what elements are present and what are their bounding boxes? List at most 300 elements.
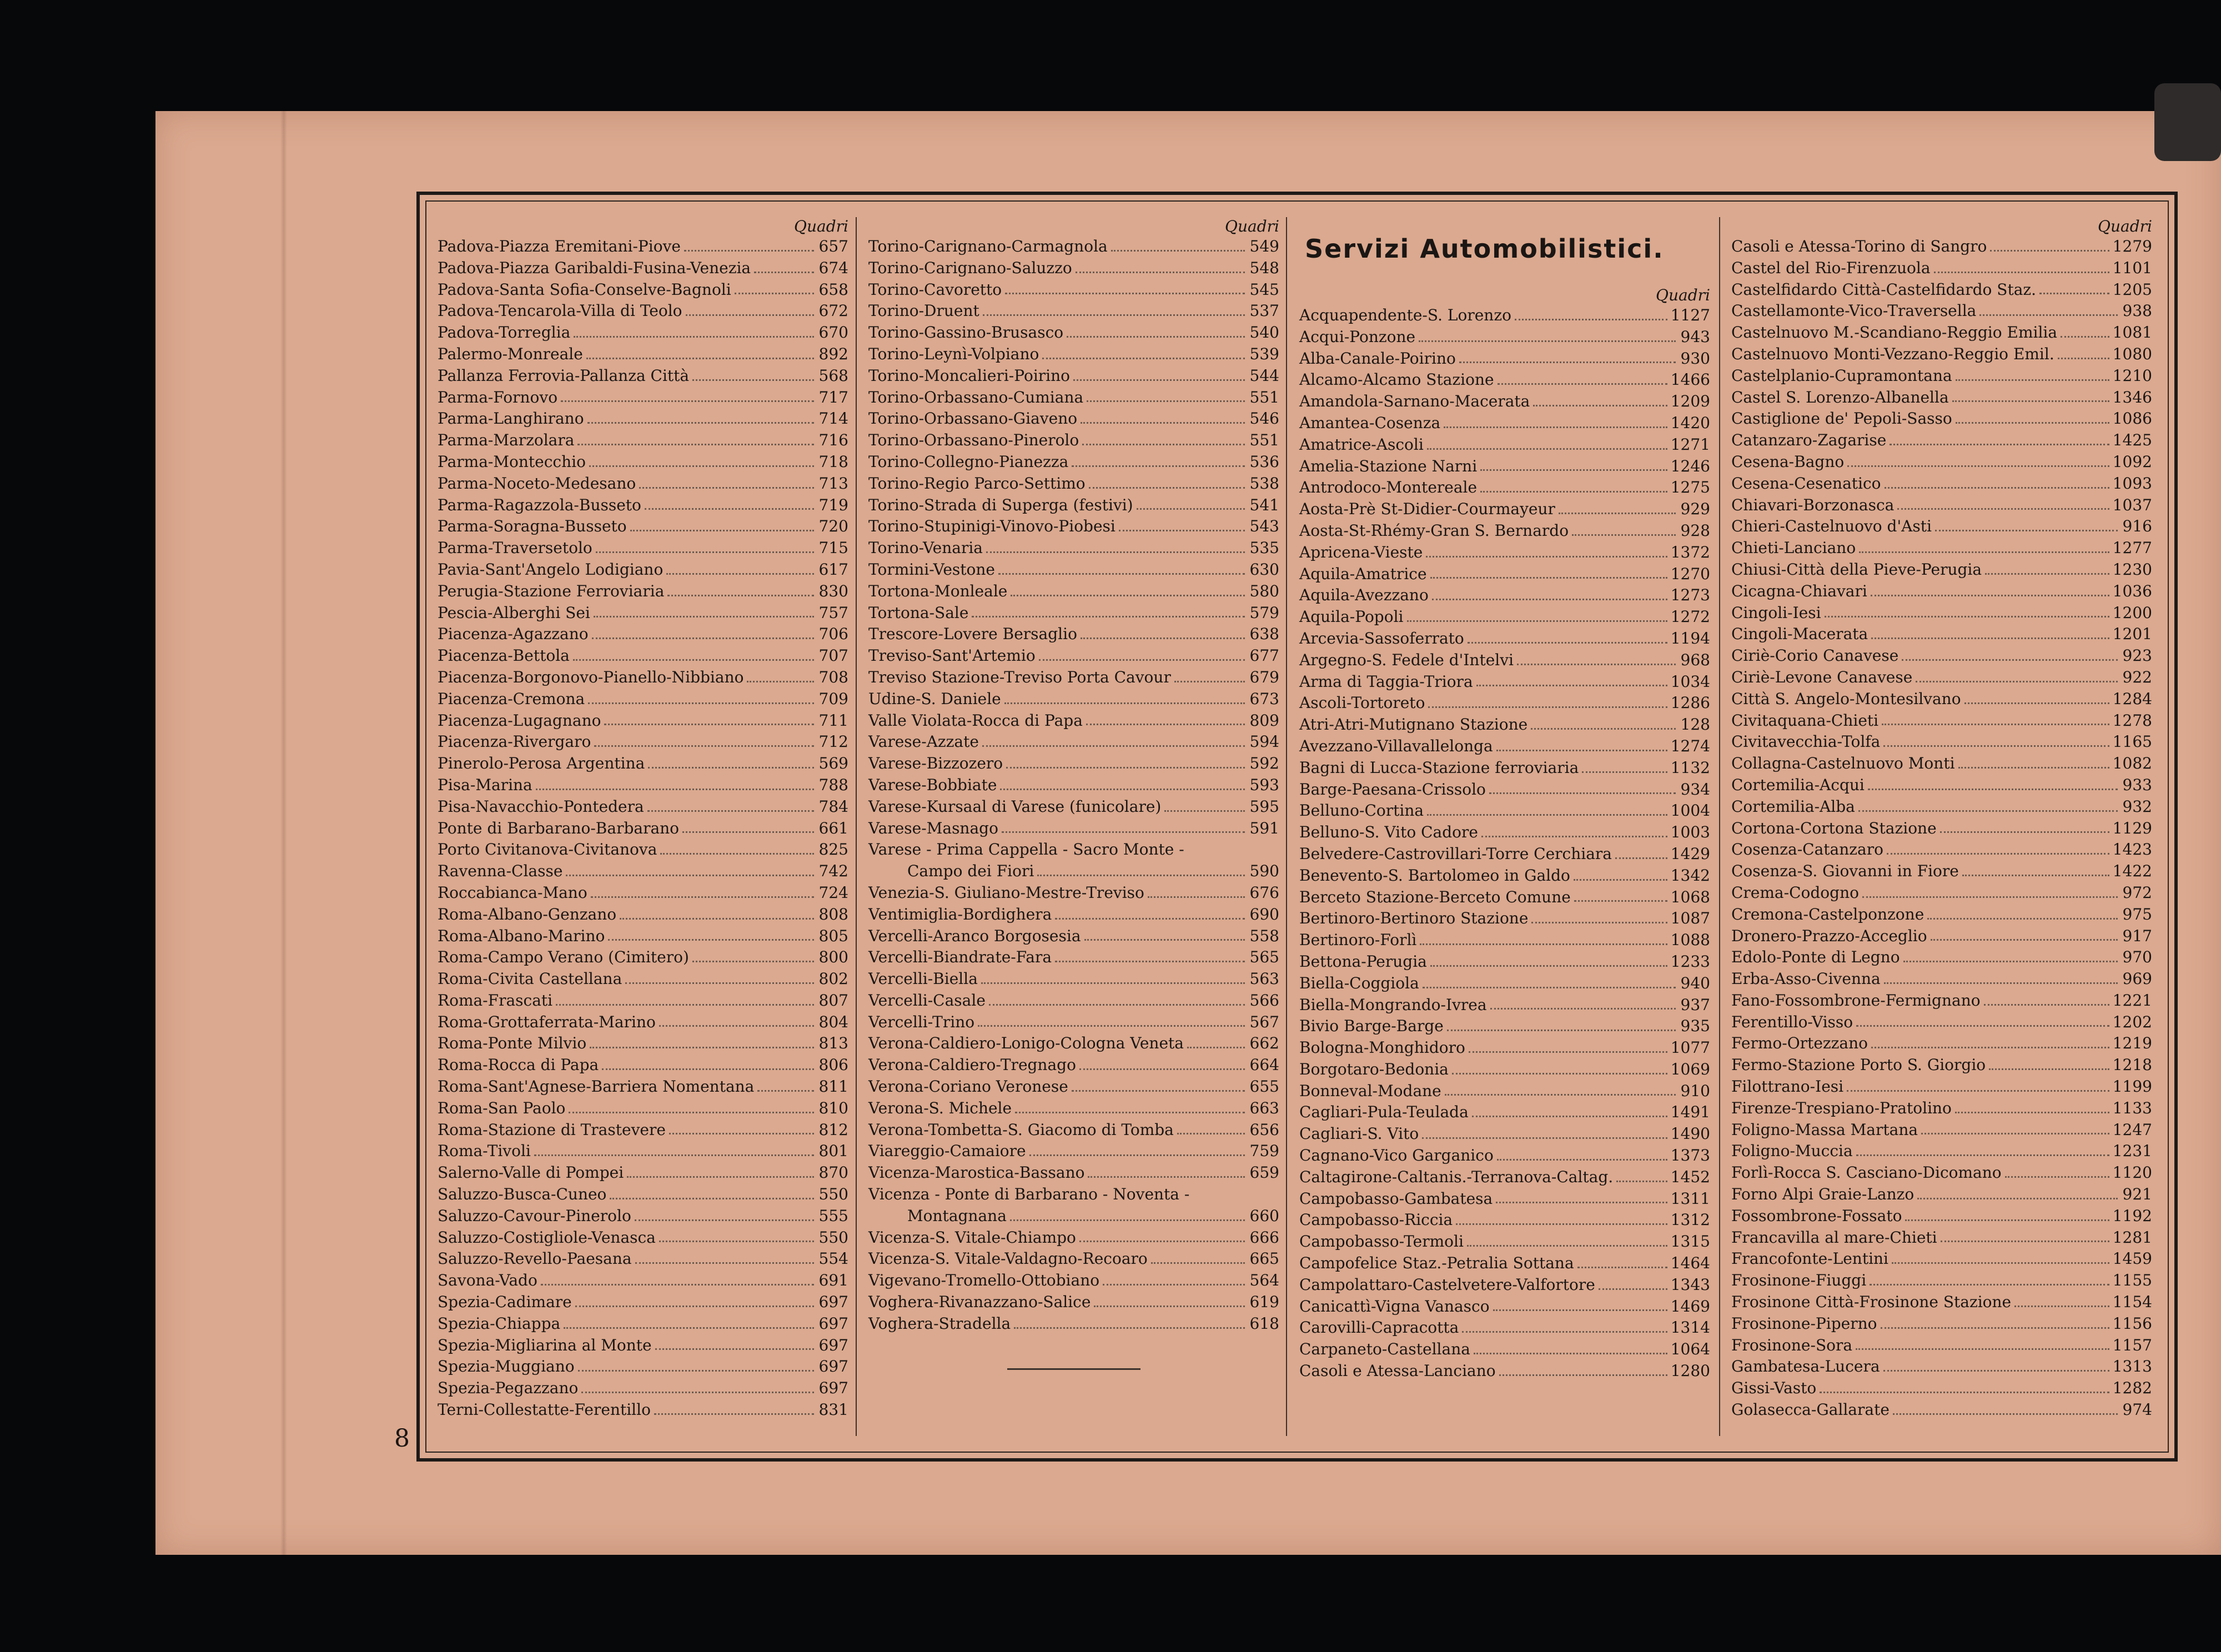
list-item: [1299, 1209, 1710, 1231]
entry-name: Voghera-Stradella: [868, 1314, 1011, 1333]
entry-name: Ponte di Barbarano-Barbarano: [438, 819, 680, 837]
entry-name: Ventimiglia-Bordighera: [868, 905, 1052, 923]
entry-number: 757: [818, 603, 848, 622]
entry-number: 1034: [1670, 672, 1710, 691]
leader-dots: [659, 1241, 814, 1242]
entry-number: 712: [818, 732, 848, 751]
entry-number: 664: [1249, 1056, 1279, 1074]
list-item: [1299, 650, 1710, 671]
list-item: [1731, 689, 2152, 710]
leader-dots: [1856, 1154, 2109, 1156]
leader-dots: [1847, 1090, 2109, 1092]
leader-dots: [1444, 426, 1667, 428]
entry-number: 1311: [1670, 1189, 1710, 1208]
entry-number: 1279: [2112, 237, 2152, 255]
list-item: [438, 1378, 848, 1399]
entry-name: Firenze-Trespiano-Pratolino: [1731, 1098, 1952, 1117]
entry-name: Forlì-Rocca S. Casciano-Dicomano: [1731, 1163, 2002, 1182]
entry-number: 1315: [1670, 1232, 1710, 1251]
entry-name: Borgotaro-Bedonia: [1299, 1060, 1449, 1078]
entry-name: Biella-Mongrando-Ivrea: [1299, 995, 1487, 1014]
list-item: [1731, 1378, 2152, 1399]
entry-number: 718: [818, 452, 848, 471]
entry-number: 1133: [2112, 1098, 2152, 1117]
entry-number: 1425: [2112, 431, 2152, 450]
list-item: [438, 495, 848, 516]
list-item: [868, 1184, 1279, 1227]
leader-dots: [1931, 939, 2118, 941]
entry-number: 719: [818, 495, 848, 514]
leader-dots: [692, 961, 814, 962]
leader-dots: [1089, 487, 1245, 489]
entry-number: 1156: [2112, 1314, 2152, 1333]
list-item: [868, 731, 1279, 753]
list-item: [1299, 628, 1710, 650]
entry-name: Vercelli-Biella: [868, 970, 978, 988]
list-item: [1299, 1102, 1710, 1123]
entry-name: Castel S. Lorenzo-Albanella: [1731, 388, 1949, 406]
entry-number: 937: [1680, 995, 1710, 1014]
entry-number: 917: [2122, 926, 2152, 945]
entry-name: Dronero-Prazzo-Acceglio: [1731, 926, 1927, 945]
list-item: [1731, 344, 2152, 365]
leader-dots: [1984, 1004, 2109, 1006]
list-item: [1731, 1033, 2152, 1055]
list-item: [1731, 775, 2152, 796]
entry-number: 935: [1680, 1017, 1710, 1036]
leader-dots: [1871, 1047, 2109, 1048]
entry-number: 716: [818, 431, 848, 450]
entry-number: 656: [1249, 1120, 1279, 1139]
entry-name: Spezia-Cadimare: [438, 1293, 572, 1312]
leader-dots: [1533, 405, 1667, 406]
entry-number: 1221: [2112, 991, 2152, 1010]
entry-number: 717: [818, 388, 848, 406]
list-item: [868, 495, 1279, 516]
entry-name: Salerno-Valle di Pompei: [438, 1163, 624, 1182]
leader-dots: [647, 810, 814, 812]
list-item: [1731, 430, 2152, 451]
entry-number: 546: [1249, 409, 1279, 428]
entry-number: 1080: [2112, 344, 2152, 363]
leader-dots: [625, 982, 814, 984]
list-item: [438, 1184, 848, 1206]
list-item: [1299, 908, 1710, 930]
leader-dots: [1480, 491, 1667, 493]
list-item: [868, 473, 1279, 495]
entry-name: Piacenza-Borgonovo-Pianello-Nibbiano: [438, 667, 744, 686]
entry-name: Roma-San Paolo: [438, 1098, 566, 1117]
leader-dots: [2058, 358, 2109, 359]
entry-name: Belvedere-Castrovillari-Torre Cerchiara: [1299, 844, 1612, 863]
list-item: [868, 1119, 1279, 1141]
list-item: [1299, 930, 1710, 951]
leader-dots: [604, 724, 814, 725]
entry-number: 1284: [2112, 689, 2152, 708]
list-item: [438, 1012, 848, 1033]
entry-name: Bertinoro-Forlì: [1299, 931, 1417, 950]
leader-dots: [635, 1219, 814, 1221]
leader-dots: [1871, 595, 2109, 596]
leader-dots: [1430, 965, 1667, 967]
entry-number: 594: [1249, 732, 1279, 751]
list-item: [1299, 1167, 1710, 1188]
list-item: [1299, 692, 1710, 714]
list-item: [868, 710, 1279, 732]
entry-name: Saluzzo-Cavour-Pinerolo: [438, 1206, 631, 1225]
entry-name: Verona-Caldiero-Lonigo-Cologna Veneta: [868, 1034, 1184, 1053]
list-item: [868, 322, 1279, 344]
list-item: [1731, 710, 2152, 732]
entry-name: Palermo-Monreale: [438, 344, 583, 363]
entry-name: Antrodoco-Montereale: [1299, 478, 1478, 497]
entry-name: Vigevano-Tromello-Ottobiano: [868, 1271, 1100, 1290]
list-item: [1731, 645, 2152, 667]
list-item: [1731, 947, 2152, 968]
entry-name: Venezia-S. Giuliano-Mestre-Treviso: [868, 883, 1144, 902]
entry-number: 551: [1249, 431, 1279, 450]
entry-number: 544: [1249, 366, 1279, 385]
entry-number: 870: [818, 1163, 848, 1182]
leader-dots: [1082, 444, 1245, 445]
entry-name: Varese-Kursaal di Varese (funicolare): [868, 797, 1162, 816]
entry-name: Roccabianca-Mano: [438, 883, 587, 902]
leader-dots: [1067, 336, 1245, 338]
entry-name: Ciriè-Corio Canavese: [1731, 646, 1899, 665]
entry-number: 666: [1249, 1228, 1279, 1247]
entry-name: Viareggio-Camaiore: [868, 1142, 1026, 1161]
list-item: [868, 1012, 1279, 1033]
entry-name: Amelia-Stazione Narni: [1299, 456, 1478, 475]
entry-number: 1218: [2112, 1056, 2152, 1074]
leader-dots: [1426, 556, 1667, 558]
entry-number: 1132: [1670, 758, 1710, 777]
list-item: [438, 602, 848, 624]
list-item: [438, 645, 848, 667]
entry-name: Cagnano-Vico Garganico: [1299, 1146, 1494, 1165]
entry-number: 1199: [2112, 1077, 2152, 1096]
leader-dots: [1574, 879, 1667, 881]
entry-name: Arcevia-Sassoferrato: [1299, 629, 1464, 647]
entry-number: 697: [818, 1293, 848, 1312]
entry-number: 1120: [2112, 1163, 2152, 1182]
list-item: [438, 559, 848, 581]
entry-name: Belluno-S. Vito Cadore: [1299, 823, 1478, 842]
list-item: [868, 1055, 1279, 1076]
entry-number: 788: [818, 775, 848, 794]
leader-dots: [1474, 1353, 1667, 1354]
entry-number: 663: [1249, 1098, 1279, 1117]
entry-number: 1278: [2112, 711, 2152, 730]
leader-dots: [1921, 1133, 2109, 1134]
leader-dots: [630, 530, 814, 531]
entry-number: 1200: [2112, 603, 2152, 622]
leader-dots: [1497, 1159, 1667, 1161]
list-item: [438, 710, 848, 732]
leader-dots: [1496, 750, 1667, 751]
leader-dots: [639, 487, 814, 489]
entry-number: 969: [2122, 970, 2152, 988]
entry-name: Erba-Asso-Civenna: [1731, 970, 1881, 988]
entry-name-continued: Campo dei Fiori: [907, 862, 1034, 881]
list-item: [868, 1141, 1279, 1162]
list-item: [438, 1270, 848, 1292]
leader-dots: [586, 358, 814, 359]
entry-name: Torino-Strada di Superga (festivi): [868, 495, 1133, 514]
entry-name: Forno Alpi Graie-Lanzo: [1731, 1185, 1915, 1204]
list-item: [438, 279, 848, 301]
list-item: [438, 1076, 848, 1098]
leader-dots: [1517, 664, 1676, 665]
list-item: [438, 624, 848, 645]
entry-number: 1157: [2112, 1335, 2152, 1354]
entry-number: 1003: [1670, 823, 1710, 842]
list-item: [868, 968, 1279, 990]
entry-number: 806: [818, 1056, 848, 1074]
entry-name: Francavilla al mare-Chieti: [1731, 1228, 1937, 1247]
leader-dots: [1005, 293, 1245, 294]
entry-number: 691: [818, 1271, 848, 1290]
entry-number: 554: [818, 1249, 848, 1268]
leader-dots: [1073, 379, 1245, 381]
entry-number: 1077: [1670, 1038, 1710, 1057]
leader-dots: [1616, 1181, 1667, 1182]
leader-dots: [1174, 681, 1245, 682]
list-item: [1299, 348, 1710, 370]
entry-number: 1277: [2112, 539, 2152, 558]
leader-dots: [1887, 853, 2109, 855]
list-item: [868, 559, 1279, 581]
leader-dots: [1498, 383, 1667, 385]
entry-number: 697: [818, 1335, 848, 1354]
entry-number: 1422: [2112, 862, 2152, 881]
list-item: [1299, 779, 1710, 801]
list-item: [438, 365, 848, 387]
entry-number: 1101: [2112, 258, 2152, 277]
entry-name: Alba-Canale-Poirino: [1299, 349, 1456, 368]
entry-name: Città S. Angelo-Montesilvano: [1731, 689, 1961, 708]
entry-number: 1004: [1670, 801, 1710, 820]
entry-name: Torino-Leynì-Volpiano: [868, 344, 1039, 363]
list-item: [1731, 1098, 2152, 1119]
entry-name: Civitavecchia-Tolfa: [1731, 732, 1881, 751]
leader-dots: [1002, 831, 1245, 833]
list-item: [868, 236, 1279, 258]
entry-name: Berceto Stazione-Berceto Comune: [1299, 887, 1571, 906]
entry-number: 810: [818, 1098, 848, 1117]
entry-number: 660: [1249, 1206, 1279, 1225]
entry-name: Vicenza-Marostica-Bassano: [868, 1163, 1085, 1182]
list-item: [1299, 887, 1710, 908]
list-item: [868, 516, 1279, 538]
list-item: [1731, 1313, 2152, 1335]
entry-name: Bertinoro-Bertinoro Stazione: [1299, 909, 1529, 928]
leader-dots: [2005, 1176, 2109, 1178]
leader-dots: [587, 422, 814, 424]
entry-number: 938: [2122, 302, 2152, 320]
entry-number: 535: [1249, 539, 1279, 558]
list-item: [438, 861, 848, 882]
leader-dots: [1079, 1068, 1245, 1070]
entry-name: Foligno-Muccia: [1731, 1142, 1853, 1161]
entry-name: Porto Civitanova-Civitanova: [438, 840, 657, 859]
leader-dots: [1420, 943, 1667, 945]
list-item: [868, 947, 1279, 968]
entry-number: 708: [818, 667, 848, 686]
entry-name: Aquila-Popoli: [1299, 607, 1404, 626]
entry-name: Cremona-Castelponzone: [1731, 905, 1924, 923]
entry-name: Fermo-Ortezzano: [1731, 1034, 1868, 1053]
entry-number: 1490: [1670, 1124, 1710, 1143]
list-item: [1731, 1012, 2152, 1033]
entry-name: Bettona-Perugia: [1299, 952, 1427, 971]
list-item: [1299, 434, 1710, 456]
leader-dots: [536, 789, 814, 790]
entry-number: 676: [1249, 883, 1279, 902]
entry-name: Castelnuovo Monti-Vezzano-Reggio Emil.: [1731, 344, 2054, 363]
entry-number: 539: [1249, 344, 1279, 363]
entry-name: Fermo-Stazione Porto S. Giorgio: [1731, 1056, 1986, 1074]
entry-number: 921: [2122, 1185, 2152, 1204]
column-divider: [1286, 217, 1287, 1436]
leader-dots: [1881, 1327, 2109, 1329]
list-item: [438, 1055, 848, 1076]
list-item: [1299, 1145, 1710, 1167]
list-item: [1299, 865, 1710, 887]
leader-dots: [1559, 513, 1676, 514]
leader-dots: [588, 702, 814, 704]
entry-name: Amantea-Cosenza: [1299, 413, 1441, 432]
leader-dots: [541, 1284, 814, 1286]
entry-name: Torino-Venaria: [868, 539, 983, 558]
entry-number: 1343: [1670, 1275, 1710, 1294]
leader-dots: [1956, 422, 2109, 424]
entry-number: 568: [818, 366, 848, 385]
leader-dots: [2014, 1305, 2109, 1307]
entry-number: 655: [1249, 1077, 1279, 1096]
leader-dots: [1006, 767, 1245, 769]
leader-dots: [1941, 1241, 2109, 1242]
entry-number: 1286: [1670, 694, 1710, 712]
entry-number: 1280: [1670, 1362, 1710, 1380]
leader-dots: [1883, 1370, 2109, 1372]
leader-dots: [1531, 922, 1667, 923]
entry-name: Padova-Torreglia: [438, 323, 571, 342]
list-item: [1731, 1292, 2152, 1313]
entry-number: 665: [1249, 1249, 1279, 1268]
list-item: [438, 1248, 848, 1270]
leader-dots: [2039, 293, 2109, 294]
entry-name: Castelplanio-Cupramontana: [1731, 366, 1952, 385]
list-item: [1299, 1360, 1710, 1382]
entry-name: Castelfidardo Città-Castelfidardo Staz.: [1731, 280, 2037, 299]
leader-dots: [1964, 702, 2109, 704]
leader-dots: [1862, 896, 2118, 898]
entry-name: Ravenna-Classe: [438, 862, 563, 881]
entry-name: Parma-Fornovo: [438, 388, 558, 406]
leader-dots: [655, 1348, 814, 1350]
entry-number: 662: [1249, 1034, 1279, 1053]
list-item: [438, 731, 848, 753]
entry-name: Trescore-Lovere Bersaglio: [868, 625, 1077, 644]
entry-name: Spezia-Muggiano: [438, 1357, 575, 1376]
entry-name: Verona-Tombetta-S. Giacomo di Tomba: [868, 1120, 1174, 1139]
entry-name: Fossombrone-Fossato: [1731, 1206, 1902, 1225]
leader-dots: [1084, 939, 1245, 941]
entry-number: 1466: [1670, 370, 1710, 389]
leader-dots: [1452, 1073, 1667, 1074]
list-item: [1731, 258, 2152, 279]
entry-number: 1275: [1670, 478, 1710, 497]
entry-name: Torino-Gassino-Brusasco: [868, 323, 1064, 342]
list-item: [1299, 1123, 1710, 1145]
entry-name: Pisa-Marina: [438, 775, 532, 794]
list-item: [1731, 1270, 2152, 1292]
entry-name: Verona-Coriano Veronese: [868, 1077, 1068, 1096]
leader-dots: [1917, 1198, 2118, 1199]
table-frame: [416, 192, 2178, 1462]
list-item: [438, 839, 848, 861]
entry-name: Acqui-Ponzone: [1299, 327, 1416, 346]
entry-name: Amandola-Sarnano-Macerata: [1299, 392, 1530, 411]
entry-name: Roma-Frascati: [438, 991, 553, 1010]
entry-name: Roma-Rocca di Papa: [438, 1056, 599, 1074]
entry-name: Parma-Soragna-Busseto: [438, 517, 627, 536]
list-item: [1731, 1248, 2152, 1270]
leader-dots: [1847, 465, 2109, 467]
entry-name: Francofonte-Lentini: [1731, 1249, 1889, 1268]
leader-dots: [1985, 573, 2109, 575]
entry-name: Frosinone-Sora: [1731, 1335, 1853, 1354]
list-item: [1731, 1356, 2152, 1378]
leader-dots: [986, 551, 1245, 553]
entry-number: 550: [818, 1185, 848, 1204]
entry-number: 711: [818, 711, 848, 730]
entry-name: Vercelli-Biandrate-Fara: [868, 948, 1052, 967]
list-item: [868, 1098, 1279, 1119]
leader-dots: [556, 1004, 814, 1006]
leader-dots: [1885, 487, 2109, 489]
entry-number: 972: [2122, 883, 2152, 902]
entry-number: 1129: [2112, 819, 2152, 837]
leader-dots: [589, 465, 814, 467]
leader-dots: [1445, 1094, 1676, 1096]
entry-number: 1092: [2112, 452, 2152, 471]
leader-dots: [1903, 961, 2118, 962]
leader-dots: [596, 551, 814, 553]
list-item: [868, 839, 1279, 882]
entry-name: Torino-Carignano-Carmagnola: [868, 237, 1108, 255]
entry-number: 1230: [2112, 560, 2152, 579]
list-item: [438, 1033, 848, 1055]
entry-name: Canicattì-Vigna Vanasco: [1299, 1297, 1490, 1315]
entry-name: Padova-Santa Sofia-Conselve-Bagnoli: [438, 280, 731, 299]
entry-name: Alcamo-Alcamo Stazione: [1299, 370, 1494, 389]
entry-number: 713: [818, 474, 848, 493]
list-item: [1731, 1119, 2152, 1141]
leader-dots: [627, 1176, 814, 1178]
entry-name: Terni-Collestatte-Ferentillo: [438, 1400, 651, 1419]
list-item: [1299, 995, 1710, 1016]
entry-number: 910: [1680, 1081, 1710, 1100]
list-item: [438, 1356, 848, 1378]
entry-number: 813: [818, 1034, 848, 1053]
entry-number: 1314: [1670, 1318, 1710, 1337]
entry-number: 679: [1249, 667, 1279, 686]
entry-number: 579: [1249, 603, 1279, 622]
leader-dots: [1871, 637, 2109, 639]
leader-dots: [1422, 1137, 1667, 1139]
